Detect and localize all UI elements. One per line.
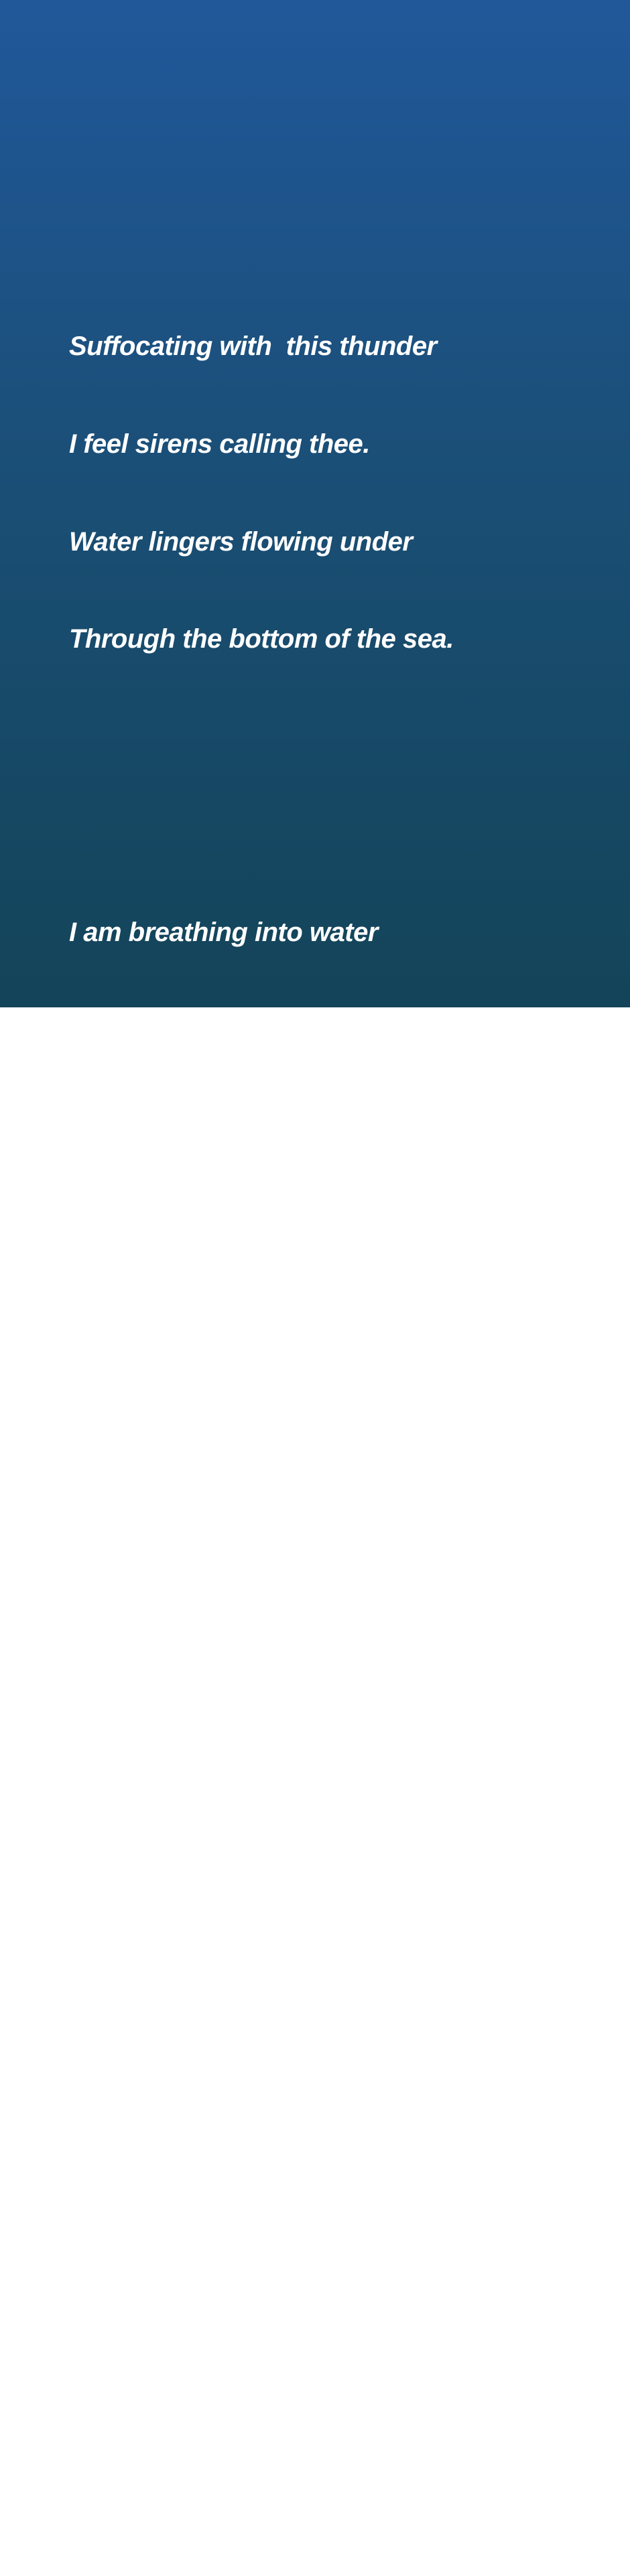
poem-line: Through the bottom of the sea.	[69, 624, 454, 654]
poem-line: My last breath.	[69, 1503, 252, 1533]
poem-line: Suffocating with this thunder	[69, 331, 437, 361]
poem-stanza-3	[69, 1437, 603, 1892]
poem-stanza-4	[69, 2023, 603, 2478]
poem-line: Please remain.	[69, 2284, 253, 2314]
poem-line: I am fuddled with the sea	[69, 1015, 380, 1045]
poem-line: I feel sirens calling thee.	[69, 429, 370, 459]
poem-line: Take me, depth.	[69, 1698, 266, 1728]
poem-line: I am breathing into water	[69, 917, 378, 947]
poem-text	[69, 167, 603, 2576]
poem-line: Drown in vain.	[69, 2089, 248, 2119]
poem-line: Die!	[69, 1796, 119, 1826]
poem-line: I am sinking like an anchor	[69, 1113, 403, 1143]
poem-stanza-1	[69, 265, 603, 721]
poem-line: See my death .	[69, 1601, 253, 1631]
poem-stanza-2	[69, 851, 603, 1306]
poem-line: Cry!	[69, 2382, 122, 2412]
poem-line: I am laying underneath	[69, 1210, 361, 1240]
poem-line: Water lingers flowing under	[69, 526, 413, 557]
poem-line: Can't sustain.	[69, 2186, 239, 2216]
